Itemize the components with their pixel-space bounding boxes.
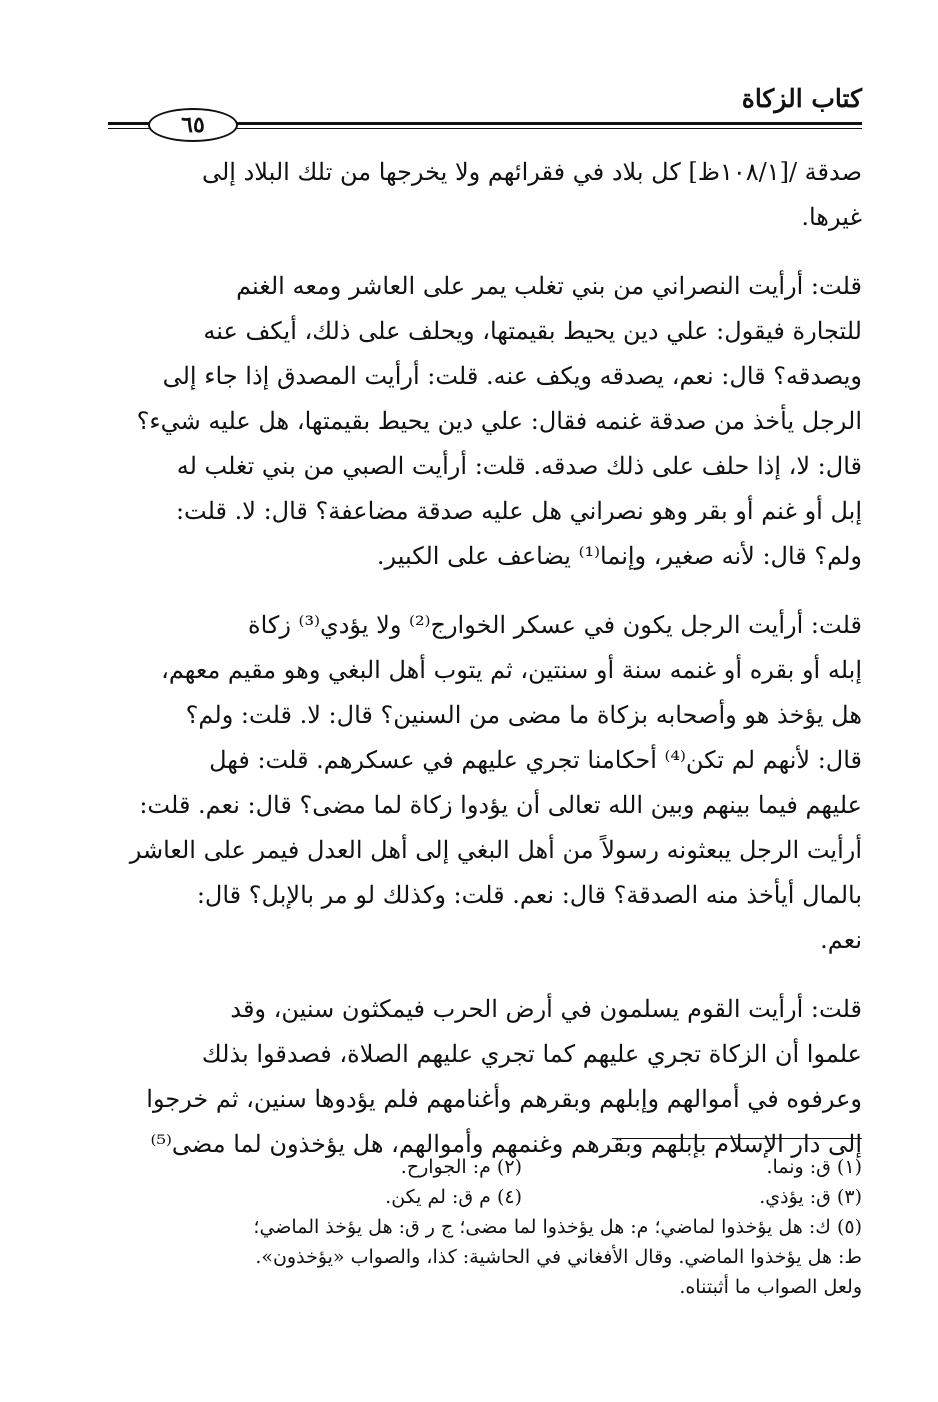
text-line: غيرها. — [801, 203, 862, 231]
paragraph-4 — [110, 987, 862, 1167]
text-line: بالمال أيأخذ منه الصدقة؟ قال: نعم. قلت: وكذلك لو مر بالإبل؟ قال: — [196, 881, 862, 909]
text-line: قال: لا، إذا حلف على ذلك صدقه. قلت: أرأيت الصبي من بني تغلب له — [176, 452, 862, 480]
text-line: قلت: أرأيت النصراني من بني تغلب يمر على العاشر ومعه الغنم — [236, 272, 862, 300]
text-line: إلى دار الإسلام بإبلهم وبقرهم وغنمهم وأموالهم، هل يؤخذون لما مضى⁽⁵⁾ — [150, 1130, 862, 1158]
text-line: إبله أو بقره أو غنمه سنة أو سنتين، ثم يتوب أهل البغي وهو مقيم معهم، — [161, 656, 862, 684]
text-line: نعم. — [820, 926, 862, 954]
text-line: هل يؤخذ هو وأصحابه بزكاة ما مضى من السنين؟ قال: لا. قلت: ولم؟ — [185, 701, 862, 729]
paragraph-3 — [110, 603, 862, 963]
text-line: قلت: أرأيت الرجل يكون في عسكر الخوارج⁽²⁾ ولا يؤدي⁽³⁾ زكاة — [248, 611, 862, 639]
footnote-3: (٣) ق: يؤذي. — [759, 1186, 862, 1208]
text-line: علموا أن الزكاة تجري عليهم كما تجري عليهم الصلاة، فصدقوا بذلك — [201, 1040, 862, 1068]
text-line: قال: لأنهم لم تكن⁽⁴⁾ أحكامنا تجري عليهم في عسكرهم. قلت: فهل — [209, 746, 862, 774]
text-line: وعرفوه في أموالهم وإبلهم وبقرهم وأغنامهم فلم يؤدوها سنين، ثم خرجوا — [146, 1085, 862, 1113]
text-line: الرجل يأخذ من صدقة غنمه فقال: علي دين يحيط بقيمتها، هل عليه شيء؟ — [136, 407, 862, 435]
footnote-5-line: ولعل الصواب ما أثبتناه. — [679, 1276, 862, 1298]
paragraph-2 — [110, 264, 862, 579]
footnote-row — [108, 1182, 862, 1212]
footnotes — [108, 1152, 862, 1302]
footnote-1: (١) ق: ونما. — [766, 1156, 862, 1178]
main-text — [110, 150, 862, 1191]
footnote-row — [108, 1152, 862, 1182]
paragraph-1 — [110, 150, 862, 240]
footnote-5-line: (٥) ك: هل يؤخذوا لماضي؛ م: هل يؤخذوا لما مضى؛ ج ر ق: هل يؤخذ الماضي؛ — [253, 1216, 862, 1238]
text-line: صدقة /[١٠٨/١ظ] كل بلاد في فقرائهم ولا يخرجها من تلك البلاد إلى — [201, 158, 862, 186]
footnote-separator — [612, 1138, 862, 1139]
page-header — [108, 84, 862, 144]
page-number: ٦٥ — [181, 112, 205, 138]
text-line: ويصدقه؟ قال: نعم، يصدقه ويكف عنه. قلت: أرأيت المصدق إذا جاء إلى — [162, 362, 862, 390]
text-line: ولم؟ قال: لأنه صغير، وإنما⁽¹⁾ يضاعف على الكبير. — [376, 542, 862, 570]
page-number-oval — [148, 108, 238, 142]
footnote-5-line: ط: هل يؤخذوا الماضي. وقال الأفغاني في الحاشية: كذا، والصواب «يؤخذون». — [255, 1246, 862, 1268]
footnote-4: (٤) م ق: لم يكن. — [385, 1186, 522, 1208]
text-line: إبل أو غنم أو بقر وهو نصراني هل عليه صدقة مضاعفة؟ قال: لا. قلت: — [175, 497, 862, 525]
footnote-2: (٢) م: الجوارح. — [400, 1156, 522, 1178]
text-line: للتجارة فيقول: علي دين يحيط بقيمتها، ويحلف على ذلك، أيكف عنه — [203, 317, 862, 345]
text-line: قلت: أرأيت القوم يسلمون في أرض الحرب فيمكثون سنين، وقد — [230, 995, 862, 1023]
text-line: أرأيت الرجل يبعثونه رسولاً من أهل البغي إلى أهل العدل فيمر على العاشر — [129, 836, 862, 864]
text-line: عليهم فيما بينهم وبين الله تعالى أن يؤدوا زكاة لما مضى؟ قال: نعم. قلت: — [139, 791, 862, 819]
book-title: كتاب الزكاة — [741, 84, 862, 113]
